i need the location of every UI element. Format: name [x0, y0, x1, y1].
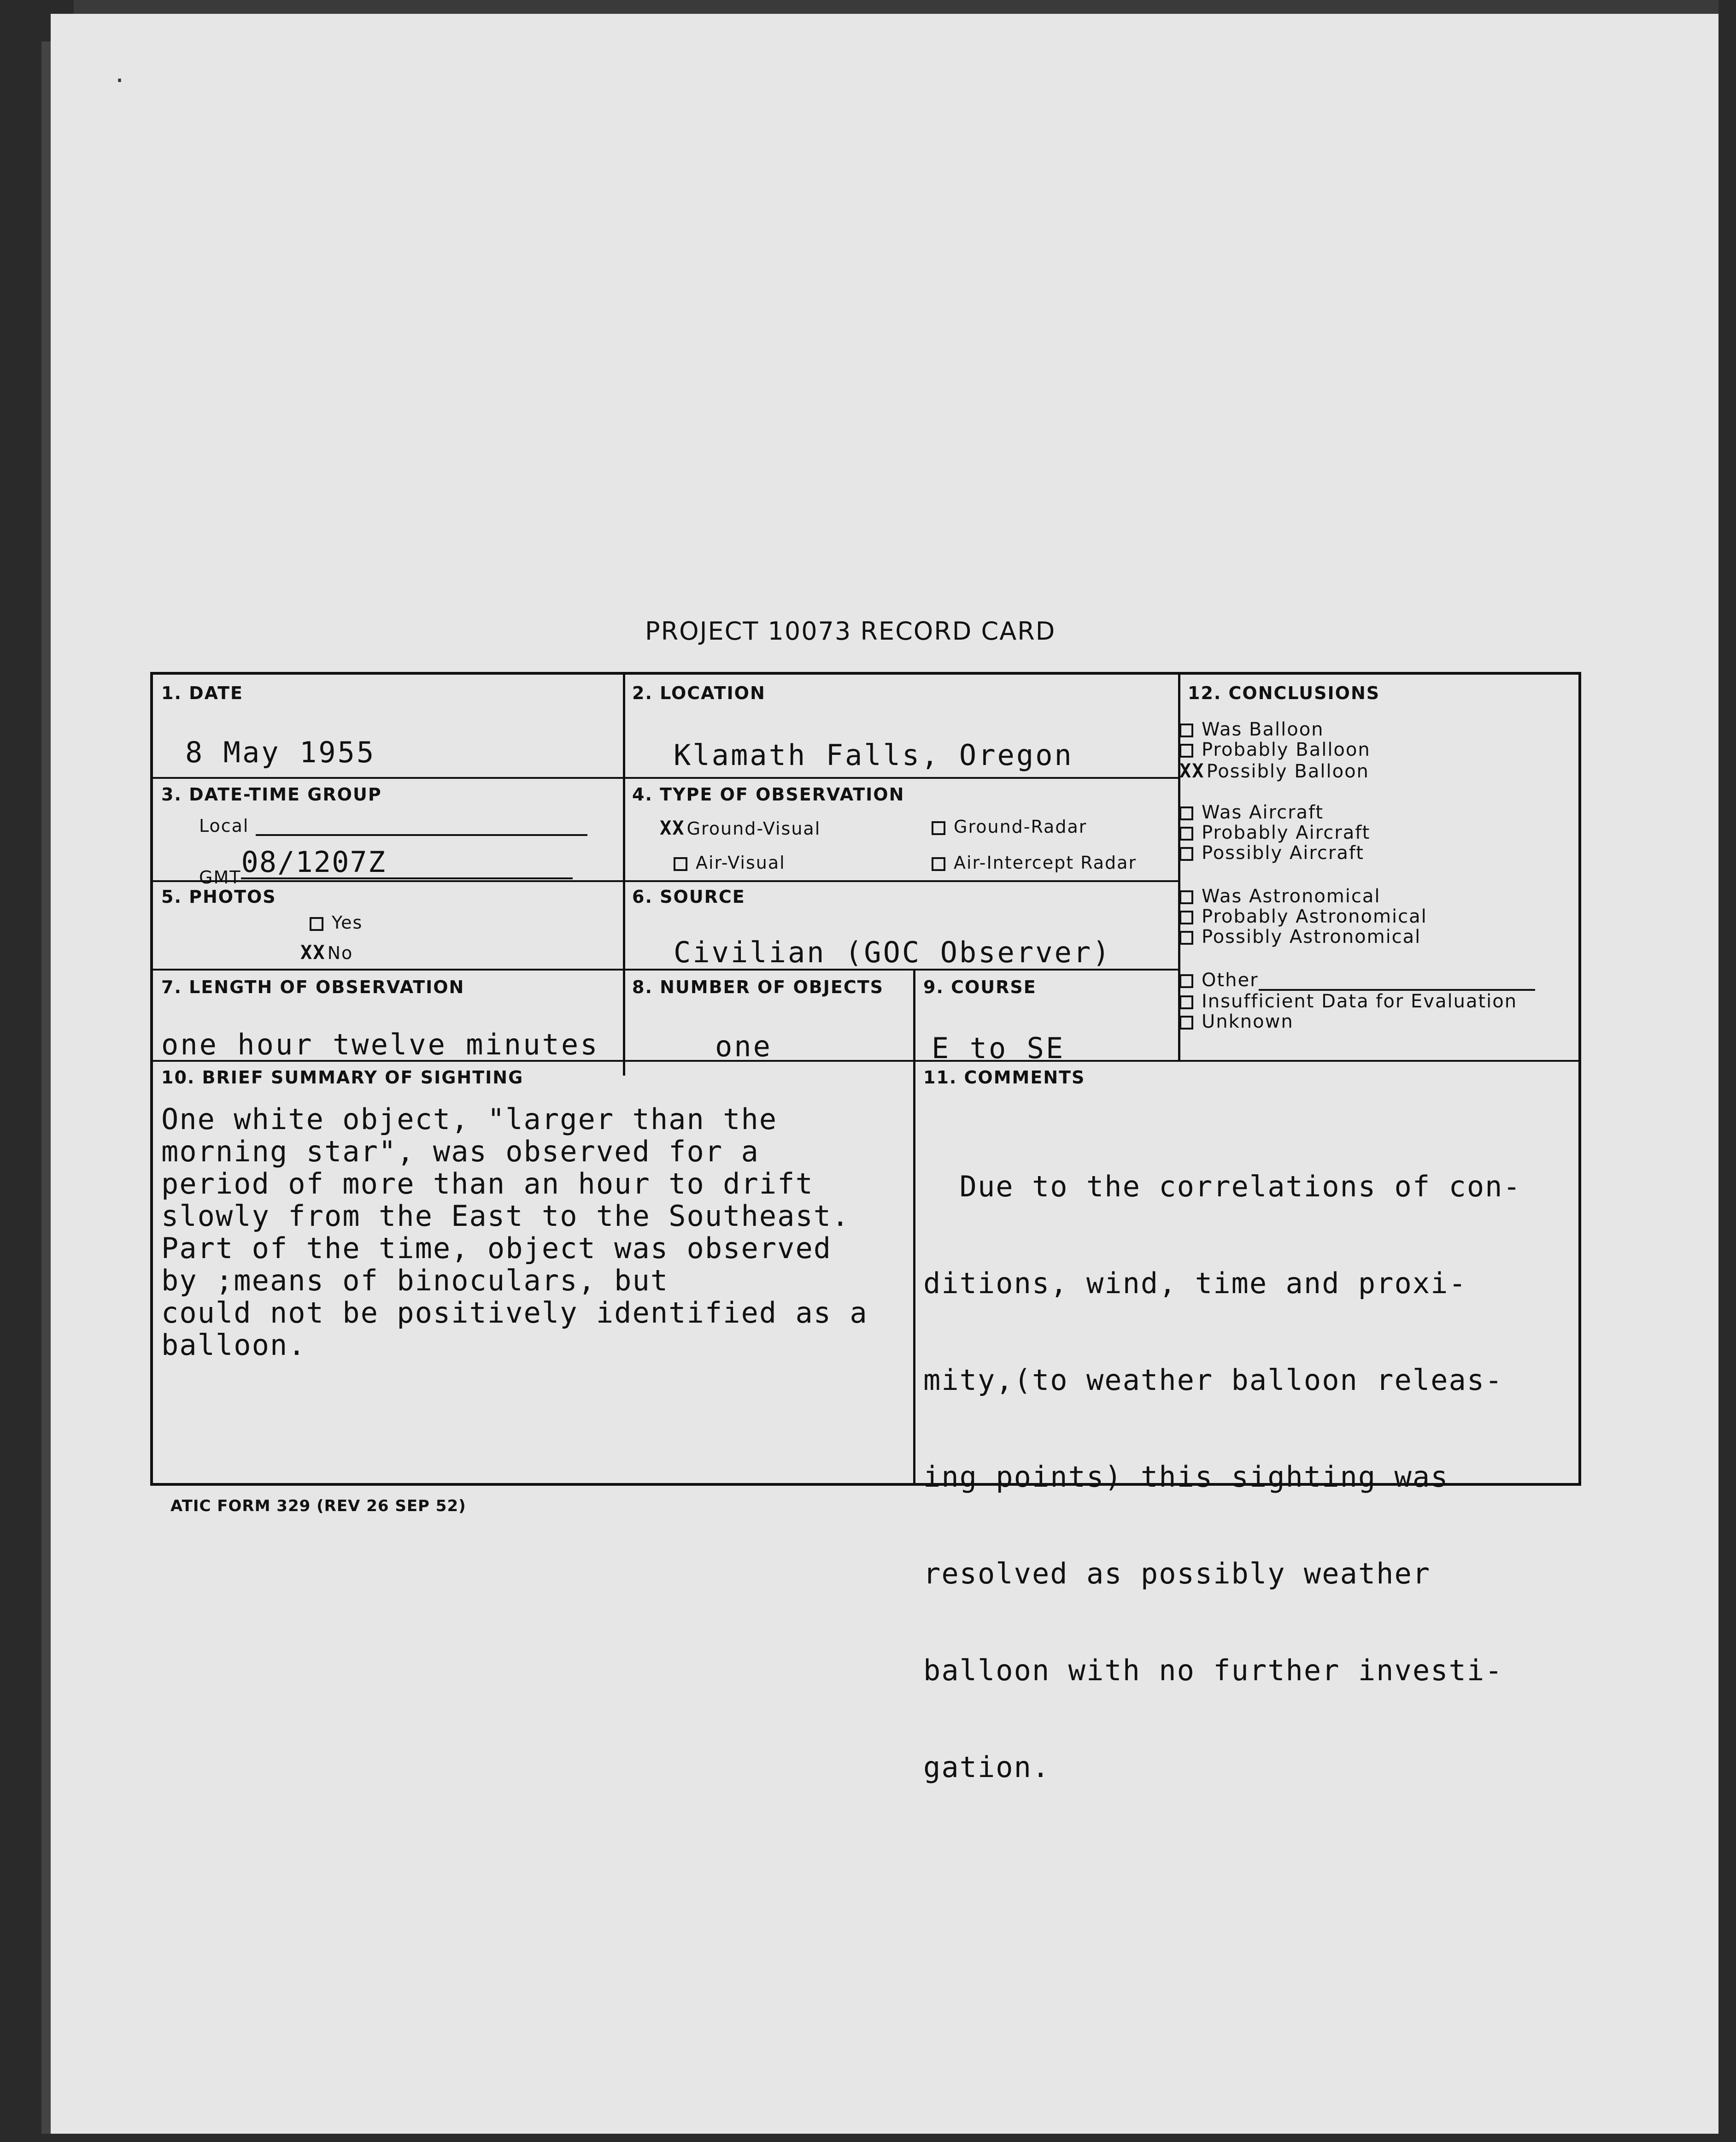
ground-visual-option: XX Ground-Visual	[660, 817, 821, 839]
checked-mark: XX	[300, 941, 326, 964]
comments-text	[923, 1106, 1521, 1848]
conclusion-insufficient-data: Insufficient Data for Evaluation	[1179, 991, 1517, 1012]
photos-no-option: XX No	[300, 941, 353, 964]
checkbox-icon	[674, 857, 687, 871]
air-visual-option: Air-Visual	[674, 853, 786, 873]
conclusion-probably-balloon: Probably Balloon	[1179, 739, 1371, 760]
course-value: E to SE	[932, 1031, 1065, 1065]
conclusion-was-astronomical: Was Astronomical	[1179, 886, 1381, 907]
comments-label: 11. COMMENTS	[923, 1067, 1085, 1088]
checkbox-icon	[1179, 911, 1193, 924]
summary-line: slowly from the East to the Southeast.	[161, 1199, 850, 1233]
scan-edge-top	[74, 0, 1718, 14]
num-objects-label: 8. NUMBER OF OBJECTS	[632, 977, 884, 997]
checkbox-icon	[1179, 806, 1193, 820]
gmt-value: 08/1207Z	[241, 845, 573, 879]
comments-line: resolved as possibly weather	[923, 1557, 1431, 1590]
local-label: Local	[199, 816, 587, 836]
summary-line: could not be positively identified as a	[161, 1296, 868, 1330]
summary-line: balloon.	[161, 1328, 306, 1362]
comments-line: balloon with no further investi-	[923, 1654, 1503, 1687]
other-field	[1259, 975, 1535, 991]
date-label: 1. DATE	[161, 683, 243, 703]
conclusion-possibly-astronomical: Possibly Astronomical	[1179, 926, 1421, 947]
length-label: 7. LENGTH OF OBSERVATION	[161, 977, 465, 997]
scan-speck: ·	[115, 65, 124, 97]
checkbox-icon	[1179, 827, 1193, 841]
source-label: 6. SOURCE	[632, 887, 745, 907]
checkbox-icon	[1179, 847, 1193, 861]
comments-line: ditions, wind, time and proxi-	[923, 1266, 1467, 1300]
form-id: ATIC FORM 329 (REV 26 SEP 52)	[170, 1497, 466, 1515]
course-label: 9. COURSE	[923, 977, 1037, 997]
comments-line: mity,(to weather balloon releas-	[923, 1363, 1503, 1397]
checkbox-icon	[932, 821, 945, 835]
checkbox-icon	[1179, 974, 1193, 988]
checkbox-icon	[1179, 931, 1193, 945]
checkbox-icon	[1179, 744, 1193, 758]
divider-h2	[153, 880, 1178, 882]
conclusion-probably-aircraft: Probably Aircraft	[1179, 822, 1370, 843]
photos-yes-option: Yes	[310, 912, 363, 933]
num-objects-value: one	[715, 1030, 772, 1063]
conclusion-other: Other	[1179, 970, 1535, 991]
conclusion-was-balloon: Was Balloon	[1179, 719, 1324, 740]
summary-line: period of more than an hour to drift	[161, 1167, 814, 1200]
summary-line: One white object, "larger than the	[161, 1102, 778, 1136]
checkbox-icon	[1179, 890, 1193, 904]
card-title: PROJECT 10073 RECORD CARD	[645, 617, 1056, 646]
divider-v1	[623, 675, 625, 1076]
date-value: 8 May 1955	[185, 736, 376, 769]
checkbox-icon	[1179, 995, 1193, 1009]
dtg-label: 3. DATE-TIME GROUP	[161, 784, 382, 805]
comments-line: Due to the correlations of con-	[923, 1170, 1521, 1203]
observation-type-label: 4. TYPE OF OBSERVATION	[632, 784, 905, 805]
ground-radar-option: Ground-Radar	[932, 817, 1087, 837]
source-value: Civilian (GOC Observer)	[674, 936, 1112, 969]
length-value: one hour twelve minutes	[161, 1028, 599, 1061]
location-value: Klamath Falls, Oregon	[674, 738, 1073, 772]
conclusion-possibly-balloon: XX Possibly Balloon	[1179, 759, 1369, 782]
summary-line: morning star", was observed for a	[161, 1135, 759, 1168]
conclusion-probably-astronomical: Probably Astronomical	[1179, 906, 1427, 927]
location-label: 2. LOCATION	[632, 683, 766, 703]
photos-label: 5. PHOTOS	[161, 887, 276, 907]
checkbox-icon	[310, 917, 323, 931]
conclusion-was-aircraft: Was Aircraft	[1179, 802, 1324, 823]
conclusions-label: 12. CONCLUSIONS	[1188, 683, 1380, 703]
checkbox-icon	[1179, 724, 1193, 737]
divider-h1	[153, 777, 1178, 779]
summary-text	[161, 1103, 868, 1361]
checkbox-icon	[1179, 1016, 1193, 1030]
checkbox-icon	[932, 857, 945, 871]
gmt-row: GMT08/1207Z	[199, 845, 573, 879]
summary-label: 10. BRIEF SUMMARY OF SIGHTING	[161, 1067, 524, 1088]
comments-line: ing points) this sighting was	[923, 1460, 1449, 1494]
conclusion-possibly-aircraft: Possibly Aircraft	[1179, 842, 1364, 864]
summary-line: by ;means of binoculars, but	[161, 1264, 669, 1297]
summary-line: Part of the time, object was observed	[161, 1231, 832, 1265]
conclusion-unknown: Unknown	[1179, 1011, 1294, 1032]
local-field	[256, 818, 587, 836]
checked-mark: XX	[660, 817, 685, 839]
checked-mark: XX	[1179, 759, 1205, 782]
comments-line: gation.	[923, 1750, 1050, 1784]
divider-v3	[913, 970, 915, 1483]
air-intercept-option: Air-Intercept Radar	[932, 853, 1137, 873]
